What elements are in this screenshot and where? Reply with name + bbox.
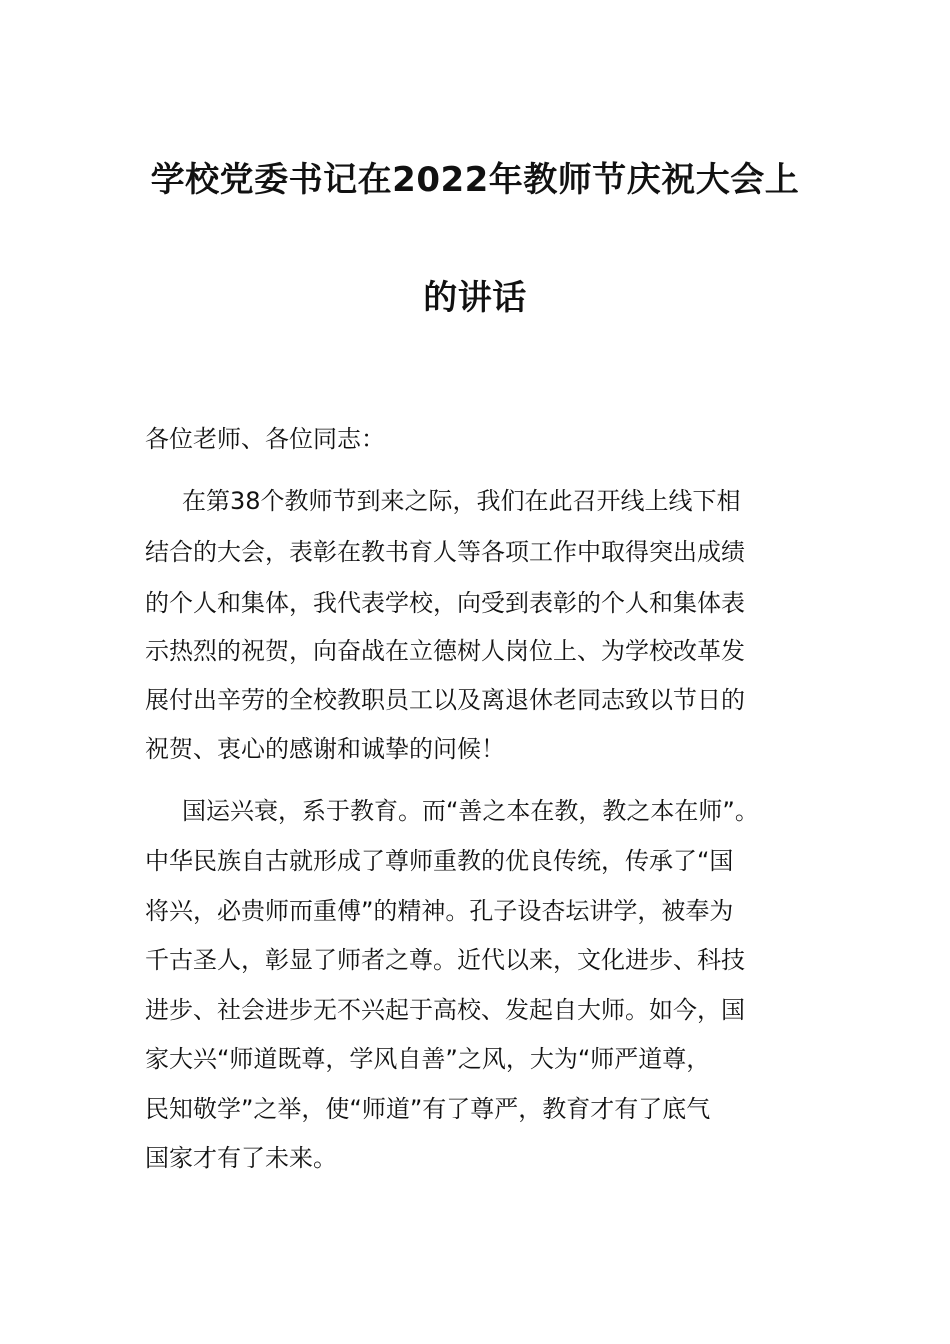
paragraph-line: 的个人和集体，我代表学校，向受到表彰的个人和集体表 xyxy=(145,589,745,617)
paragraph-line: 在第38个教师节到来之际，我们在此召开线上线下相 xyxy=(182,487,741,515)
paragraph-line: 示热烈的祝贺，向奋战在立德树人岗位上、为学校改革发 xyxy=(145,637,745,665)
document-title-line-1: 学校党委书记在2022年教师节庆祝大会上 xyxy=(150,160,800,200)
document-title-line-2: 的讲话 xyxy=(423,278,527,318)
paragraph-line: 进步、社会进步无不兴起于高校、发起自大师。如今，国 xyxy=(145,996,745,1024)
paragraph-line: 将兴，必贵师而重傅”的精神。孔子设杏坛讲学，被奉为 xyxy=(145,897,734,925)
salutation: 各位老师、各位同志： xyxy=(145,425,385,453)
paragraph-line: 国家才有了未来。 xyxy=(145,1144,337,1172)
paragraph-line: 千古圣人，彰显了师者之尊。近代以来，文化进步、科技 xyxy=(145,946,745,974)
paragraph-line: 展付出辛劳的全校教职员工以及离退休老同志致以节日的 xyxy=(145,686,745,714)
paragraph-line: 民知敬学”之举，使“师道”有了尊严，教育才有了底气 xyxy=(145,1095,711,1123)
paragraph-line: 国运兴衰，系于教育。而“善之本在教，教之本在师”。 xyxy=(182,797,759,825)
paragraph-line: 祝贺、衷心的感谢和诚挚的问候！ xyxy=(145,735,505,763)
paragraph-line: 结合的大会，表彰在教书育人等各项工作中取得突出成绩 xyxy=(145,538,745,566)
paragraph-line: 中华民族自古就形成了尊师重教的优良传统，传承了“国 xyxy=(145,847,734,875)
paragraph-line: 家大兴“师道既尊，学风自善”之风，大为“师严道尊， xyxy=(145,1045,711,1073)
